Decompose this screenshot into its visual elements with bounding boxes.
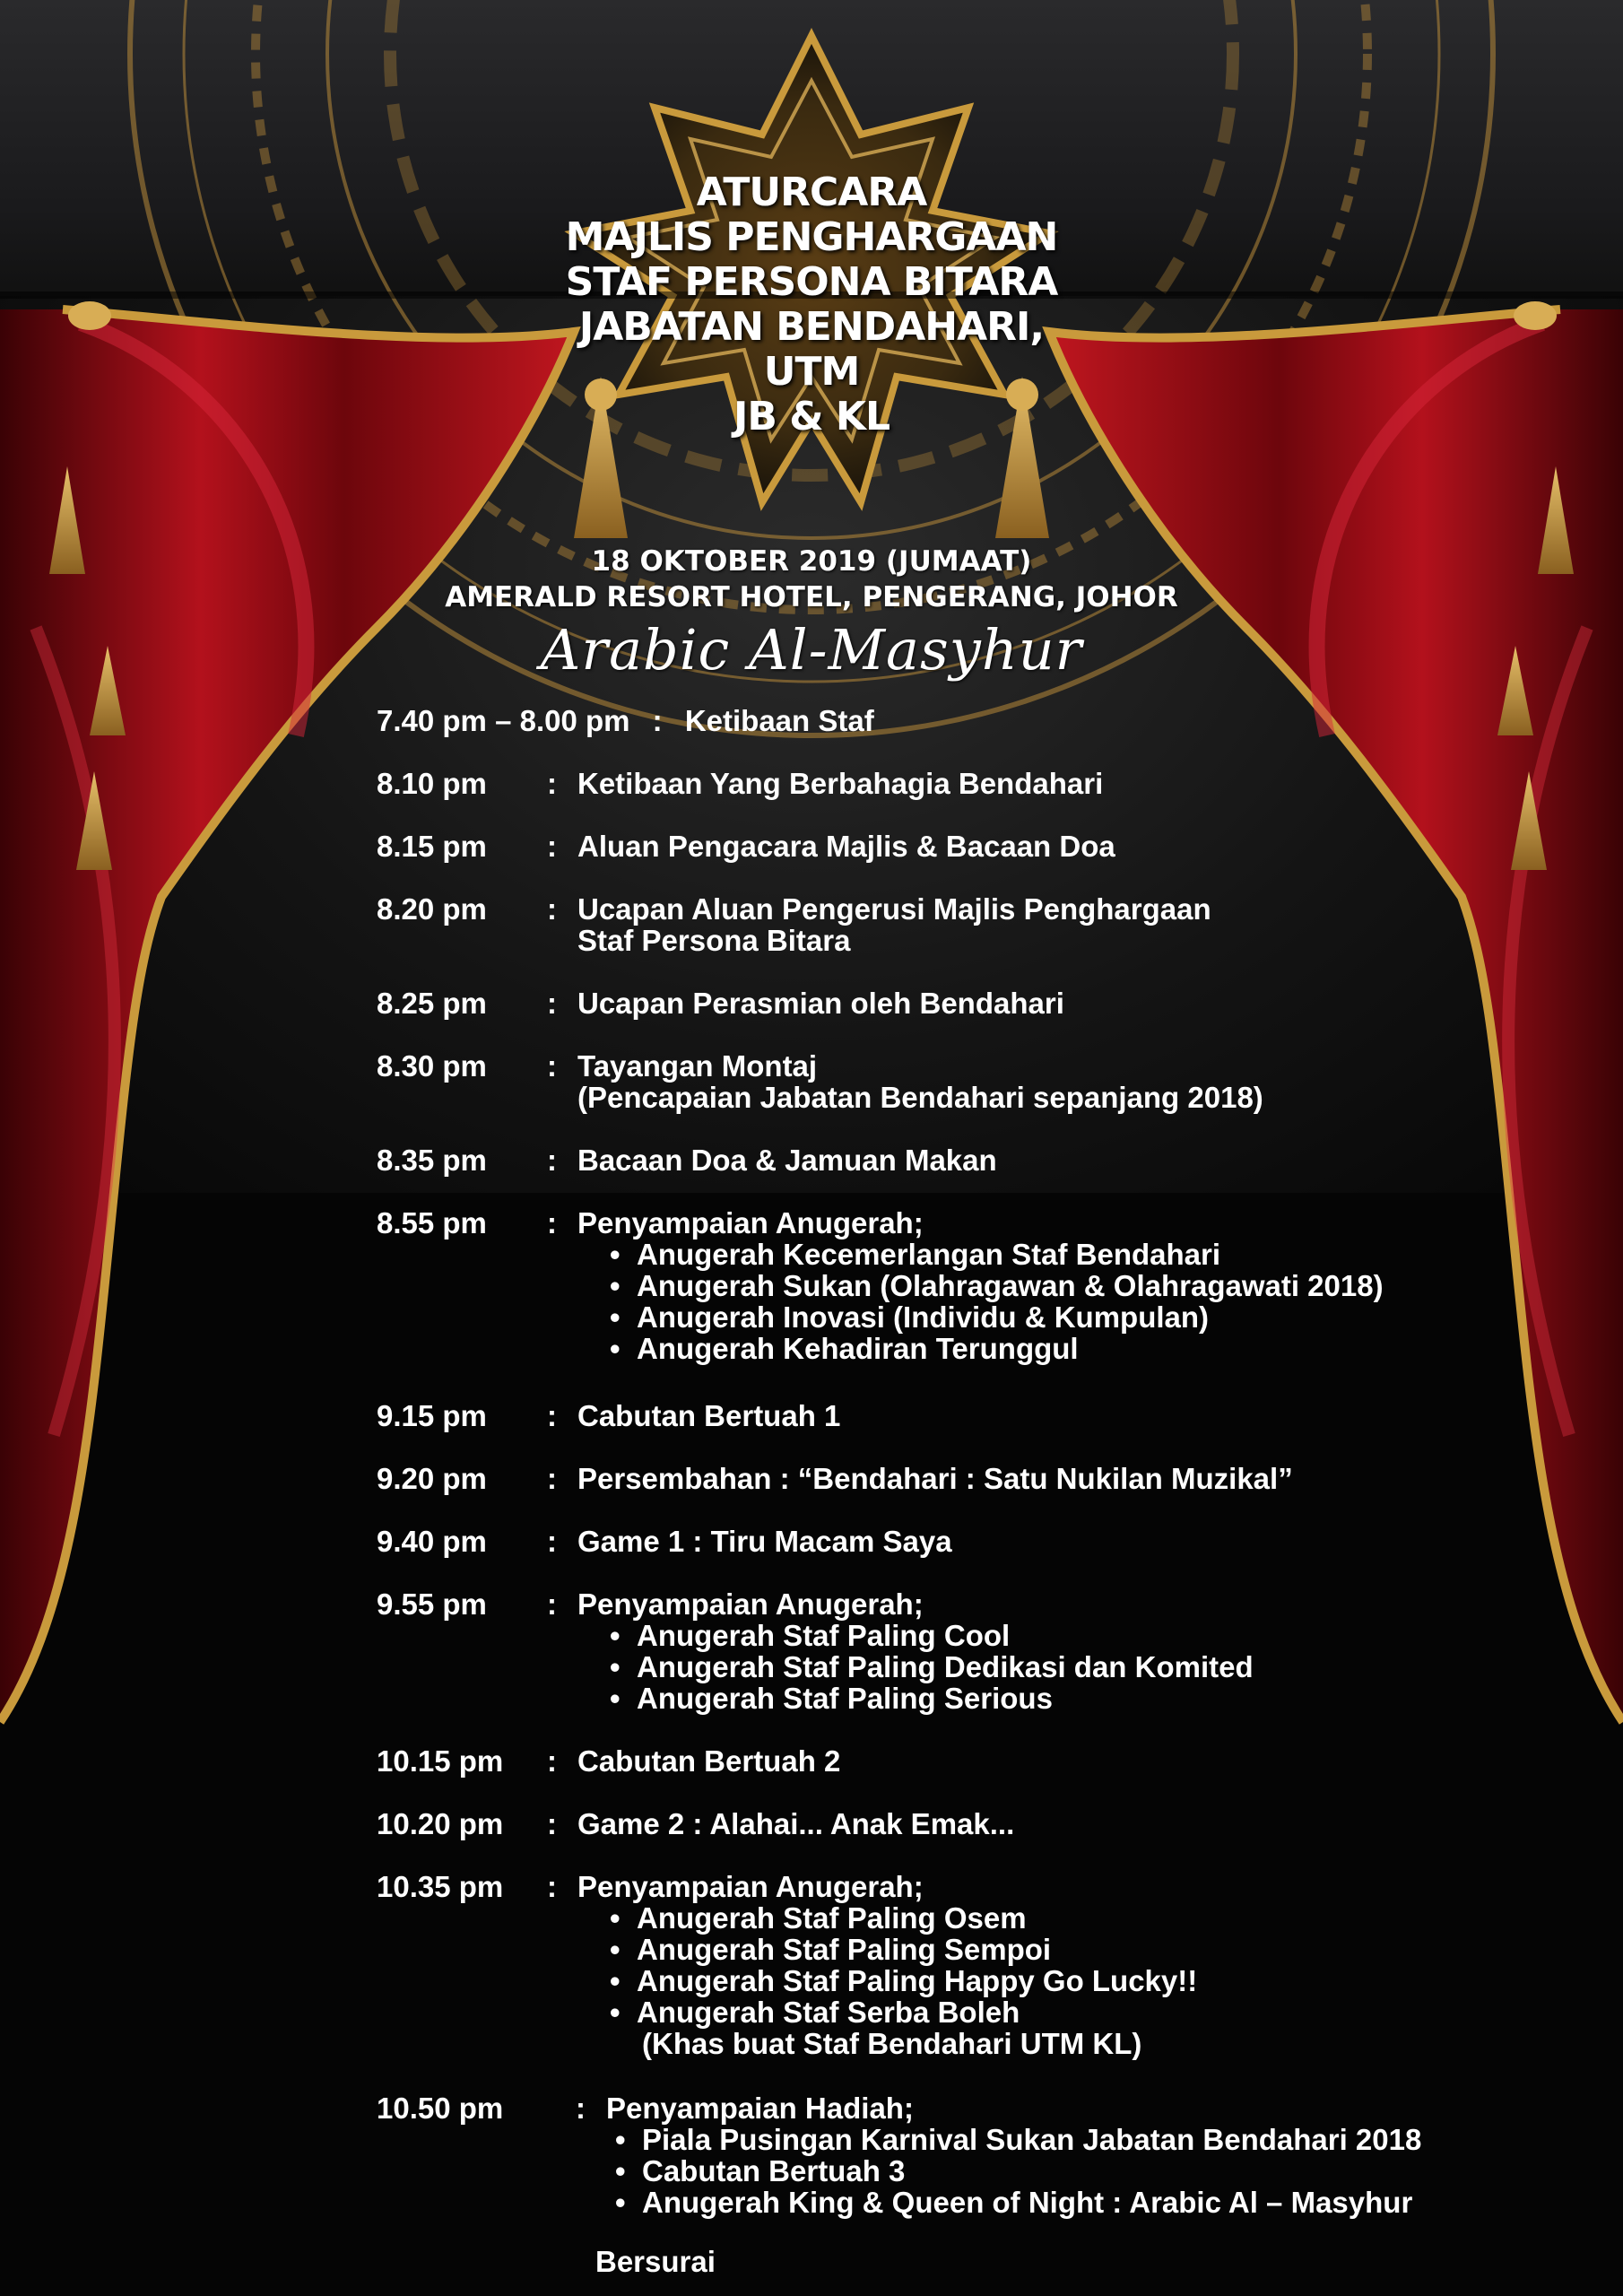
schedule-time: 9.55 pm [377, 1587, 487, 1621]
schedule-colon: : [576, 2092, 586, 2125]
schedule-desc-line: Penyampaian Anugerah; [577, 1587, 924, 1621]
schedule-desc-line: Penyampaian Anugerah; [577, 1870, 924, 1903]
schedule-desc-line: Tayangan Montaj [577, 1049, 818, 1083]
schedule-time: 8.30 pm [377, 1049, 487, 1083]
schedule-colon: : [547, 830, 557, 863]
schedule-colon: : [547, 892, 557, 926]
schedule-time: 9.40 pm [377, 1525, 487, 1558]
left-curtain [0, 301, 574, 1722]
schedule-time: 7.40 pm – 8.00 pm [377, 704, 630, 737]
schedule-desc [577, 1207, 1384, 1364]
schedule-colon: : [547, 1870, 557, 1903]
prize-item: • Cabutan Bertuah 3 [608, 2155, 1421, 2187]
schedule-time: 8.25 pm [377, 987, 487, 1020]
schedule-desc: Cabutan Bertuah 1 [577, 1399, 841, 1432]
schedule-desc: Ketibaan Staf [684, 704, 874, 737]
award-item: • Anugerah Staf Serba Boleh [604, 1996, 1197, 2028]
schedule-colon: : [547, 1744, 557, 1778]
schedule-desc: Persembahan : “Bendahari : Satu Nukilan Muzikal” [577, 1462, 1293, 1495]
award-item: • Anugerah Inovasi (Individu & Kumpulan) [604, 1301, 1384, 1333]
schedule-colon: : [547, 1807, 557, 1840]
schedule-time: 10.50 pm [377, 2092, 504, 2125]
schedule-colon: : [547, 767, 557, 800]
schedule-time: 8.35 pm [377, 1144, 487, 1177]
schedule-desc [606, 2092, 1421, 2218]
schedule-time: 9.20 pm [377, 1462, 487, 1495]
award-note: (Khas buat Staf Bendahari UTM KL) [642, 2027, 1142, 2060]
title-line-3: STAF PERSONA BITARA [565, 259, 1058, 305]
schedule-colon: : [547, 1399, 557, 1432]
schedule-row [377, 705, 1542, 736]
schedule-desc-line: Ucapan Aluan Pengerusi Majlis Penghargaan [577, 892, 1211, 926]
event-theme: Arabic Al-Masyhur [540, 617, 1083, 683]
right-curtain [1049, 301, 1623, 1722]
schedule-time: 9.15 pm [377, 1399, 487, 1432]
event-venue: AMERALD RESORT HOTEL, PENGERANG, JOHOR [445, 581, 1178, 613]
schedule-time: 8.10 pm [377, 767, 487, 800]
schedule-time: 8.15 pm [377, 830, 487, 863]
schedule-desc: Game 2 : Alahai... Anak Emak... [577, 1807, 1015, 1840]
schedule-colon: : [547, 1144, 557, 1177]
title-line-5: JB & KL [733, 394, 890, 439]
schedule-desc: Game 1 : Tiru Macam Saya [577, 1525, 952, 1558]
schedule-time: 10.20 pm [377, 1807, 504, 1840]
schedule-time: 8.55 pm [377, 1206, 487, 1239]
schedule-desc-line: Penyampaian Anugerah; [577, 1206, 924, 1239]
schedule-colon: : [652, 704, 663, 737]
schedule-desc: Cabutan Bertuah 2 [577, 1744, 841, 1778]
title-line-4: JABATAN BENDAHARI, UTM [578, 304, 1045, 395]
prize-item: • Anugerah King & Queen of Night : Arabic Al – Masyhur [608, 2187, 1421, 2218]
schedule-colon: : [547, 1462, 557, 1495]
schedule-desc: Ketibaan Yang Berbahagia Bendahari [577, 767, 1104, 800]
title-line-2: MAJLIS PENGHARGAAN [565, 214, 1058, 260]
schedule-desc: Ucapan Perasmian oleh Bendahari [577, 987, 1064, 1020]
award-item: • Anugerah Staf Paling Osem [604, 1902, 1197, 1934]
event-title [542, 170, 1081, 439]
award-item: • Anugerah Staf Paling Sempoi [604, 1934, 1197, 1965]
schedule-desc [577, 1871, 1197, 2059]
schedule-colon: : [547, 1525, 557, 1558]
schedule-desc [577, 1050, 1263, 1113]
schedule-desc [577, 893, 1211, 956]
schedule-colon: : [547, 1049, 557, 1083]
schedule-desc-continuation: Staf Persona Bitara [577, 924, 851, 957]
award-item: • Anugerah Staf Paling Cool [604, 1620, 1254, 1651]
schedule-colon: : [547, 1587, 557, 1621]
schedule-time: 10.35 pm [377, 1870, 504, 1903]
award-item: • Anugerah Staf Paling Dedikasi dan Komited [604, 1651, 1254, 1683]
award-item: • Anugerah Sukan (Olahragawan & Olahragawati 2018) [604, 1270, 1384, 1301]
award-item: • Anugerah Staf Paling Happy Go Lucky!! [604, 1965, 1197, 1996]
closing-text: Bersurai [595, 2245, 716, 2278]
award-item: • Anugerah Kehadiran Terunggul [604, 1333, 1384, 1364]
award-item: • Anugerah Staf Paling Serious [604, 1683, 1254, 1714]
schedule-desc [577, 1588, 1254, 1714]
schedule-desc-continuation: (Pencapaian Jabatan Bendahari sepanjang 2018) [577, 1081, 1263, 1114]
award-item: • Anugerah Kecemerlangan Staf Bendahari [604, 1239, 1384, 1270]
schedule-desc: Aluan Pengacara Majlis & Bacaan Doa [577, 830, 1115, 863]
prize-item: • Piala Pusingan Karnival Sukan Jabatan Bendahari 2018 [608, 2124, 1421, 2155]
schedule-desc-line: Penyampaian Hadiah; [606, 2092, 914, 2125]
event-date: 18 OKTOBER 2019 (JUMAAT) [591, 545, 1032, 578]
schedule-time: 10.15 pm [377, 1744, 504, 1778]
title-line-1: ATURCARA [696, 170, 927, 215]
schedule-colon: : [547, 987, 557, 1020]
schedule-time: 8.20 pm [377, 892, 487, 926]
schedule-colon: : [547, 1206, 557, 1239]
schedule-desc: Bacaan Doa & Jamuan Makan [577, 1144, 997, 1177]
